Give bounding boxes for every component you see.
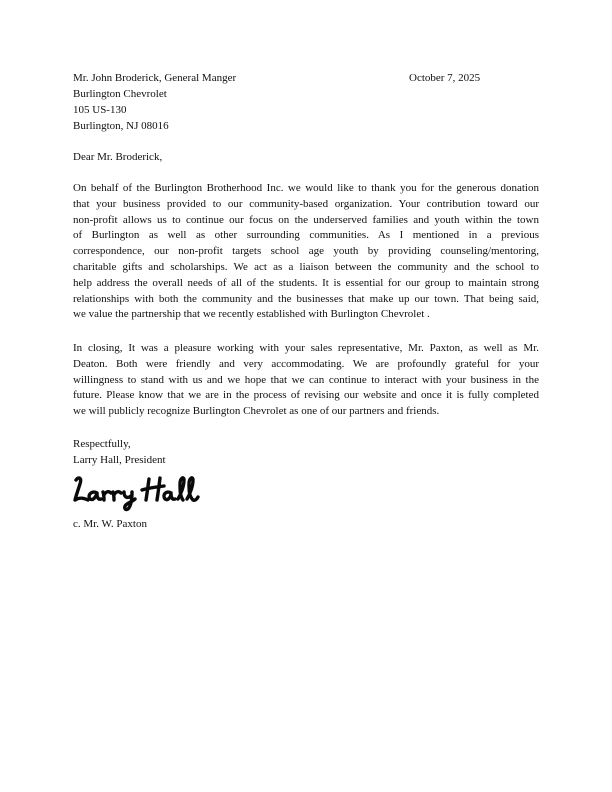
paragraph-line: On behalf of the Burlington Brotherhood Inc. we would like to thank you for the generous donation bbox=[73, 182, 539, 194]
paragraph-line: we value the partnership that we recently established with Burlington Chevrolet . bbox=[73, 308, 430, 321]
salutation: Dear Mr. Broderick, bbox=[73, 151, 163, 163]
recipient-street-line: 105 US-130 bbox=[73, 104, 127, 116]
paragraph-line: willingness to stand with us and we hope that we can continue to interact with your business in the bbox=[73, 373, 539, 386]
paragraph-line: Deaton. Both were friendly and very accommodating. We are profoundly grateful for your bbox=[73, 357, 539, 370]
handwritten-signature bbox=[70, 470, 210, 514]
paragraph-line: relationships with both the community and the businesses that make up our town. That being said, bbox=[73, 292, 539, 305]
body-paragraph-2 bbox=[73, 341, 539, 420]
closing: Respectfully, bbox=[73, 438, 131, 450]
paragraph-line: future. Please know that we are in the process of revising our website and once it is fully completed bbox=[73, 389, 539, 402]
recipient-company-line: Burlington Chevrolet bbox=[73, 88, 167, 100]
paragraph-line: correspondence, our non-profit targets school age youth by providing counseling/mentoring, bbox=[73, 245, 539, 258]
recipient-name-line: Mr. John Broderick, General Manger bbox=[73, 72, 237, 84]
recipient-city-line: Burlington, NJ 08016 bbox=[73, 120, 169, 132]
paragraph-line: non-profit allows us to continue our focus on the underserved families and youth within the town bbox=[73, 213, 539, 226]
paragraph-line: that your business provided to our community-based organization. Your contribution toward our bbox=[73, 197, 539, 210]
signer-name: Larry Hall, President bbox=[73, 454, 166, 466]
paragraph-line: help address the overall needs of all of the students. It is essential for our group to maintain strong bbox=[73, 276, 539, 289]
paragraph-line: In closing, It was a pleasure working with your sales representative, Mr. Paxton, as well as Mr. bbox=[73, 342, 539, 354]
body-paragraph-1 bbox=[73, 181, 539, 323]
letter-date: October 7, 2025 bbox=[409, 72, 481, 84]
paragraph-line: we will publicly recognize Burlington Chevrolet as one of our partners and friends. bbox=[73, 405, 440, 418]
paragraph-line: charitable gifts and scholarships. We act as a liaison between the community and the school to bbox=[73, 260, 539, 273]
paragraph-line: of Burlington as well as other surrounding communities. As I mentioned in a previous bbox=[73, 229, 539, 242]
carbon-copy: c. Mr. W. Paxton bbox=[73, 518, 147, 530]
